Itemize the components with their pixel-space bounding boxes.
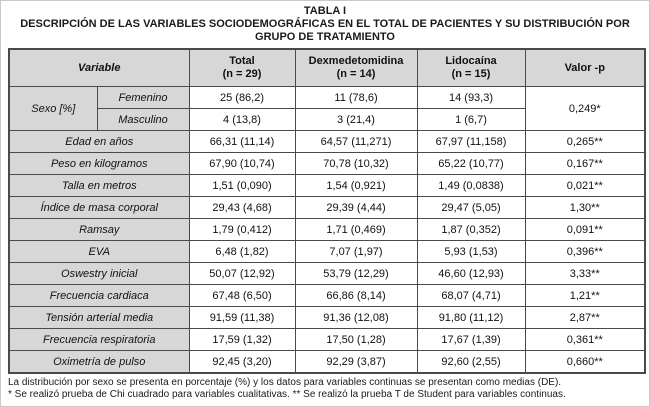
col-header-variable: Variable	[9, 49, 189, 87]
table-row	[9, 285, 645, 307]
row-label: Edad en años	[9, 131, 189, 153]
table-row	[9, 263, 645, 285]
cell-lido: 1,87 (0,352)	[417, 219, 525, 241]
col-header-dex-name: Dexmedetomidina	[308, 55, 404, 67]
row-label: Índice de masa corporal	[9, 197, 189, 219]
cell-total: 67,48 (6,50)	[189, 285, 295, 307]
cell-dex: 3 (21,4)	[295, 109, 417, 131]
table-row	[9, 329, 645, 351]
cell-dex: 7,07 (1,97)	[295, 241, 417, 263]
cell-total: 67,90 (10,74)	[189, 153, 295, 175]
cell-total: 29,43 (4,68)	[189, 197, 295, 219]
cell-pvalue: 0,021**	[525, 175, 645, 197]
cell-dex: 91,36 (12,08)	[295, 307, 417, 329]
col-header-dex-n: (n = 14)	[336, 68, 376, 80]
cell-pvalue: 1,30**	[525, 197, 645, 219]
cell-lido: 67,97 (11,158)	[417, 131, 525, 153]
row-label: Peso en kilogramos	[9, 153, 189, 175]
col-header-total-n: (n = 29)	[222, 68, 262, 80]
cell-dex: 29,39 (4,44)	[295, 197, 417, 219]
row-label: Frecuencia respiratoria	[9, 329, 189, 351]
cell-lido: 1 (6,7)	[417, 109, 525, 131]
cell-lido: 92,60 (2,55)	[417, 351, 525, 374]
sociodemographic-table	[8, 48, 646, 374]
cell-total: 1,79 (0,412)	[189, 219, 295, 241]
col-header-lidocaina	[417, 49, 525, 87]
cell-pvalue: 0,660**	[525, 351, 645, 374]
cell-lido: 17,67 (1,39)	[417, 329, 525, 351]
cell-pvalue: 0,091**	[525, 219, 645, 241]
table-row	[9, 197, 645, 219]
cell-lido: 91,80 (11,12)	[417, 307, 525, 329]
row-label: Ramsay	[9, 219, 189, 241]
col-header-total-name: Total	[229, 55, 255, 67]
cell-dex: 11 (78,6)	[295, 87, 417, 109]
col-header-lido-name: Lidocaína	[445, 55, 497, 67]
cell-total: 1,51 (0,090)	[189, 175, 295, 197]
row-label: Oximetría de pulso	[9, 351, 189, 374]
row-label: Tensión arterial media	[9, 307, 189, 329]
col-header-valor-p: Valor -p	[525, 49, 645, 87]
row-label: Talla en metros	[9, 175, 189, 197]
cell-lido: 46,60 (12,93)	[417, 263, 525, 285]
cell-lido: 1,49 (0,0838)	[417, 175, 525, 197]
cell-lido: 29,47 (5,05)	[417, 197, 525, 219]
table-row	[9, 175, 645, 197]
table-number-title: TABLA I	[303, 5, 347, 17]
cell-lido: 14 (93,3)	[417, 87, 525, 109]
cell-pvalue: 0,265**	[525, 131, 645, 153]
table-row	[9, 219, 645, 241]
row-label: Frecuencia cardiaca	[9, 285, 189, 307]
cell-dex: 1,71 (0,469)	[295, 219, 417, 241]
table-footnote	[8, 377, 642, 401]
table-row	[9, 131, 645, 153]
cell-pvalue: 3,33**	[525, 263, 645, 285]
row-label: Oswestry inicial	[9, 263, 189, 285]
footnote-line-1: La distribución por sexo se presenta en porcentaje (%) y los datos para variables continuas se presentan como medias (DE).	[8, 377, 562, 388]
col-header-dexmedetomidina	[295, 49, 417, 87]
cell-total: 91,59 (11,38)	[189, 307, 295, 329]
cell-lido: 5,93 (1,53)	[417, 241, 525, 263]
cell-total: 6,48 (1,82)	[189, 241, 295, 263]
cell-total: 92,45 (3,20)	[189, 351, 295, 374]
table-row	[9, 153, 645, 175]
cell-total: 66,31 (11,14)	[189, 131, 295, 153]
sub-label-masculino: Masculino	[97, 109, 189, 131]
cell-total: 17,59 (1,32)	[189, 329, 295, 351]
cell-total: 50,07 (12,92)	[189, 263, 295, 285]
table-row	[9, 351, 645, 374]
table-row	[9, 307, 645, 329]
cell-dex: 92,29 (3,87)	[295, 351, 417, 374]
cell-lido: 65,22 (10,77)	[417, 153, 525, 175]
cell-total: 25 (86,2)	[189, 87, 295, 109]
cell-pvalue: 0,396**	[525, 241, 645, 263]
cell-dex: 17,50 (1,28)	[295, 329, 417, 351]
sub-label-femenino: Femenino	[97, 87, 189, 109]
row-label-sexo: Sexo [%]	[9, 87, 97, 131]
header-row	[9, 49, 645, 87]
table-row	[9, 241, 645, 263]
cell-dex: 70,78 (10,32)	[295, 153, 417, 175]
footnote-line-2: * Se realizó prueba de Chi cuadrado para variables cualitativas. ** Se realizó la prueba T de Student para variables continuas.	[8, 389, 566, 400]
cell-pvalue: 0,361**	[525, 329, 645, 351]
table-row-sexo-femenino	[9, 87, 645, 109]
col-header-total	[189, 49, 295, 87]
cell-dex: 53,79 (12,29)	[295, 263, 417, 285]
cell-total: 4 (13,8)	[189, 109, 295, 131]
cell-dex: 1,54 (0,921)	[295, 175, 417, 197]
cell-pvalue: 2,87**	[525, 307, 645, 329]
row-label: EVA	[9, 241, 189, 263]
table-caption: DESCRIPCIÓN DE LAS VARIABLES SOCIODEMOGRÁFICAS EN EL TOTAL DE PACIENTES Y SU DISTRIBUCIÓN POR GRUPO DE TRATAMIENTO	[20, 18, 630, 43]
cell-pvalue: 1,21**	[525, 285, 645, 307]
cell-dex: 64,57 (11,271)	[295, 131, 417, 153]
col-header-lido-n: (n = 15)	[451, 68, 491, 80]
cell-pvalue: 0,167**	[525, 153, 645, 175]
cell-lido: 68,07 (4,71)	[417, 285, 525, 307]
cell-pvalue-sexo: 0,249*	[525, 87, 645, 131]
cell-dex: 66,86 (8,14)	[295, 285, 417, 307]
